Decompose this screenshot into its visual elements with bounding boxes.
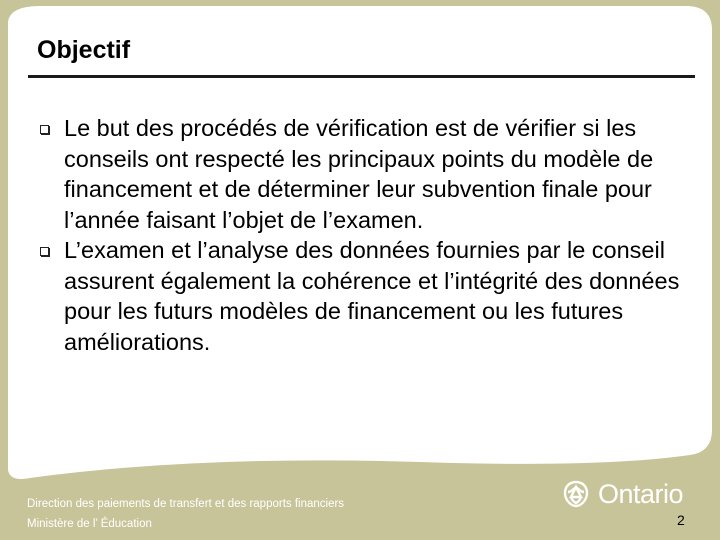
footer-ministry: Ministère de l’ Éducation <box>27 518 152 530</box>
title-divider <box>28 75 695 78</box>
slide-title: Objectif <box>37 36 131 64</box>
page-number: 2 <box>677 512 685 528</box>
logo-wordmark: Ontario <box>598 478 684 509</box>
bullet-square-icon <box>40 247 49 256</box>
bullet-text: L’examen et l’analyse des données fournies par le conseil assurent également la cohérence et l’intégrité des données pour les futurs modèles de financement ou les futures améliorations. <box>64 237 680 355</box>
bullet-item <box>48 113 698 235</box>
footer-department: Direction des paiements de transfert et des rapports financiers <box>27 498 345 510</box>
bullet-item <box>48 235 698 357</box>
trillium-icon <box>560 478 592 510</box>
bullet-square-icon <box>40 125 49 134</box>
bullet-list <box>48 113 698 357</box>
ontario-logo <box>560 476 683 512</box>
bullet-text: Le but des procédés de vérification est de vérifier si les conseils ont respecté les principaux points du modèle de financement et de déterminer leur subvention finale pour l’année faisant l’objet de l’examen. <box>64 115 654 233</box>
